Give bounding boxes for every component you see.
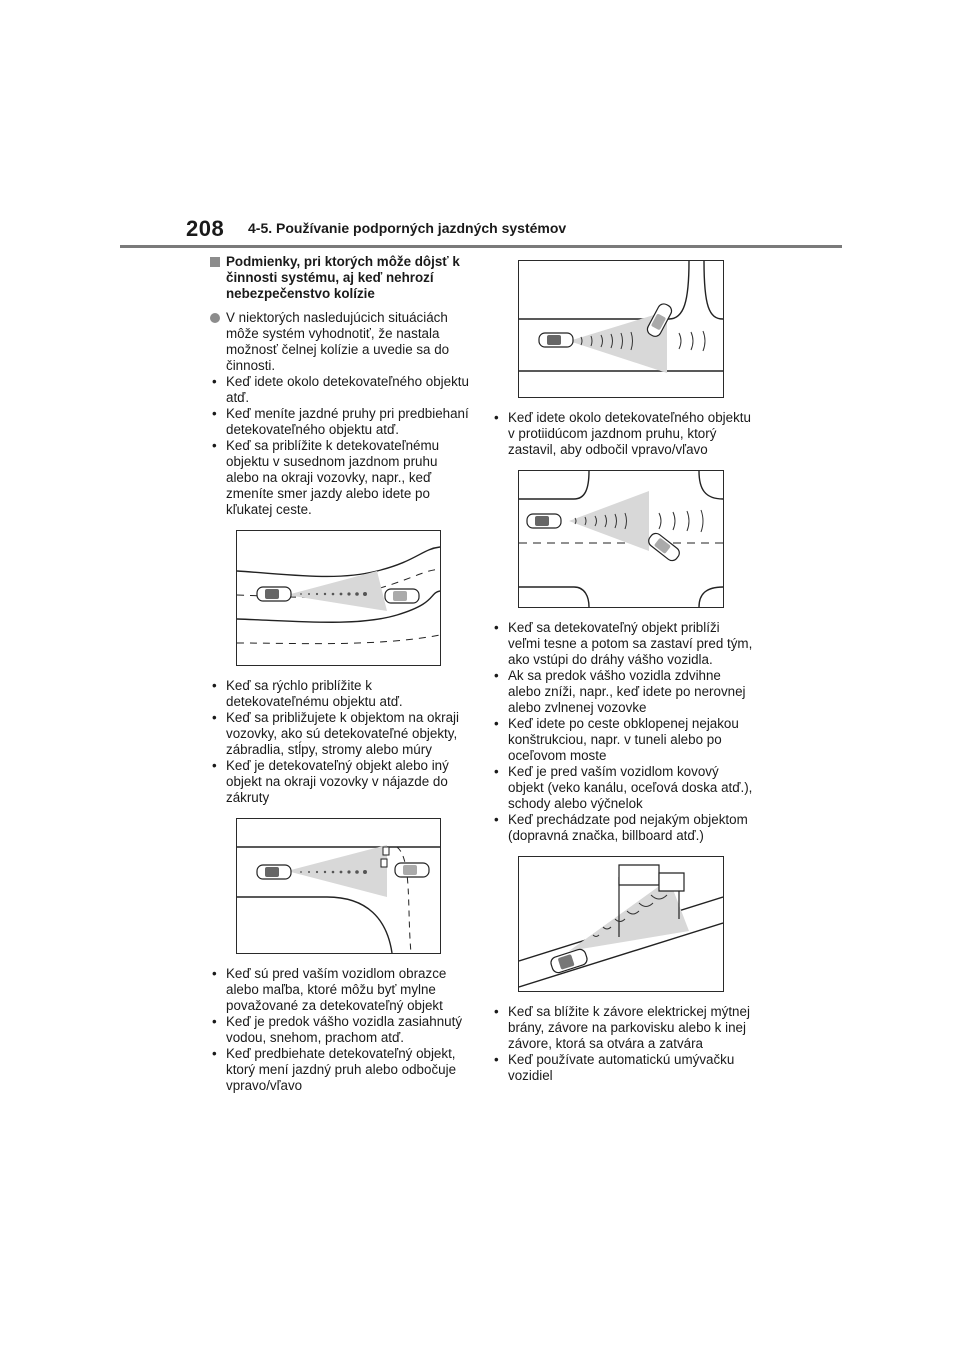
bullet-dot-icon: • — [212, 406, 217, 421]
square-marker-icon — [210, 257, 220, 267]
illustration-oncoming-vehicle — [518, 470, 724, 608]
list-item: • Keď idete po ceste obklopenej nejakou konštrukciou, napr. v tuneli alebo po oceľovom moste — [494, 716, 739, 763]
bullet-dot-icon: • — [212, 710, 217, 725]
list-item: • Keď prechádzate pod nejakým objektom (dopravná značka, billboard atď.) — [494, 812, 748, 843]
bullet-dot-icon: • — [494, 812, 499, 827]
illustration-overtaking-turning-vehicle — [518, 260, 724, 398]
list-item: • Keď sú pred vaším vozidlom obrazce alebo maľba, ktoré môžu byť mylne považované za detekovateľný objekt — [212, 966, 447, 1013]
bullet-list-left-2 — [210, 678, 472, 806]
list-item: • Keď sa detekovateľný objekt priblíži veľmi tesne a potom sa zastaví pred tým, ako vstúpi do dráhy vášho vozidla. — [494, 620, 753, 667]
list-item: • Keď je predok vášho vozidla zasiahnutý vodou, snehom, prachom atď. — [212, 1014, 463, 1045]
bullet-dot-icon: • — [494, 1004, 499, 1019]
list-item: • Keď sa rýchlo priblížite k detekovateľnému objektu atď. — [212, 678, 403, 709]
list-item: • Keď idete okolo detekovateľného objektu atď. — [212, 374, 469, 405]
bullet-dot-icon: • — [494, 716, 499, 731]
bullet-list-left-3 — [210, 966, 472, 1094]
page-number: 208 — [186, 216, 225, 241]
list-item: • Ak sa predok vášho vozidla zdvihne alebo zníži, napr., keď idete po nerovnej alebo zvlnenej vozovke — [494, 668, 746, 715]
list-item: • Keď predbiehate detekovateľný objekt, ktorý mení jazdný pruh alebo odbočuje vpravo/vľavo — [212, 1046, 457, 1093]
subheading-text: Podmienky, pri ktorých môže dôjsť k činnosti systému, aj keď nehrozí nebezpečenstvo kolízie — [226, 254, 460, 301]
bullet-dot-icon: • — [212, 966, 217, 981]
bullet-dot-icon: • — [494, 1052, 499, 1067]
header-rule — [120, 245, 842, 248]
subheading — [210, 254, 472, 302]
list-item: • Keď sa blížite k závore elektrickej mýtnej brány, závore na parkovisku alebo k inej závore, ktorá sa otvára a zatvára — [494, 1004, 750, 1051]
bullet-list-left-1 — [210, 374, 472, 518]
bullet-dot-icon: • — [494, 620, 499, 635]
list-item: • Keď používate automatickú umývačku vozidiel — [494, 1052, 735, 1083]
bullet-dot-icon: • — [212, 374, 217, 389]
bullet-dot-icon: • — [494, 668, 499, 683]
section-title: 4-5. Používanie podporných jazdných systémov — [248, 220, 567, 236]
list-item: • Keď je pred vaším vozidlom kovový objekt (veko kanálu, oceľová doska atď.), schody alebo výčnelok — [494, 764, 753, 811]
bullet-dot-icon: • — [494, 410, 499, 425]
list-item: • Keď meníte jazdné pruhy pri predbiehaní detekovateľného objektu atď. — [212, 406, 469, 437]
illustration-overhead-sign — [518, 856, 724, 992]
bullet-dot-icon: • — [212, 678, 217, 693]
bullet-dot-icon: • — [212, 1014, 217, 1029]
bullet-dot-icon: • — [212, 758, 217, 773]
bullet-list-right-1 — [492, 410, 754, 458]
list-item: • Keď idete okolo detekovateľného objektu v protiidúcom jazdnom pruhu, ktorý zastavil, aby odbočil vpravo/vľavo — [494, 410, 751, 457]
list-item: • Keď je detekovateľný objekt alebo iný objekt na okraji vozovky v nájazde do zákruty — [212, 758, 449, 805]
left-column — [210, 254, 472, 1094]
bullet-list-right-3 — [492, 1004, 754, 1084]
intro-text: V niektorých nasledujúcich situáciách môže systém vyhodnotiť, že nastala možnosť čelnej kolízie a uvedie sa do činnosti. — [226, 310, 450, 373]
right-column — [492, 254, 754, 1084]
bullet-list-right-2 — [492, 620, 754, 844]
list-item: • Keď sa priblížite k detekovateľnému objektu v susednom jazdnom pruhu alebo na okraji vozovky, napr., keď zmeníte smer jazdy alebo idete po kľukatej ceste. — [212, 438, 440, 517]
intro-paragraph — [210, 310, 472, 374]
bullet-dot-icon: • — [212, 438, 217, 453]
list-item: • Keď sa približujete k objektom na okraji vozovky, ako sú detekovateľné objekty, zábradlia, stĺpy, stromy alebo múry — [212, 710, 460, 757]
circle-marker-icon — [210, 313, 220, 323]
bullet-dot-icon: • — [212, 1046, 217, 1061]
illustration-curved-road — [236, 530, 441, 666]
illustration-curve-entry — [236, 818, 441, 954]
bullet-dot-icon: • — [494, 764, 499, 779]
